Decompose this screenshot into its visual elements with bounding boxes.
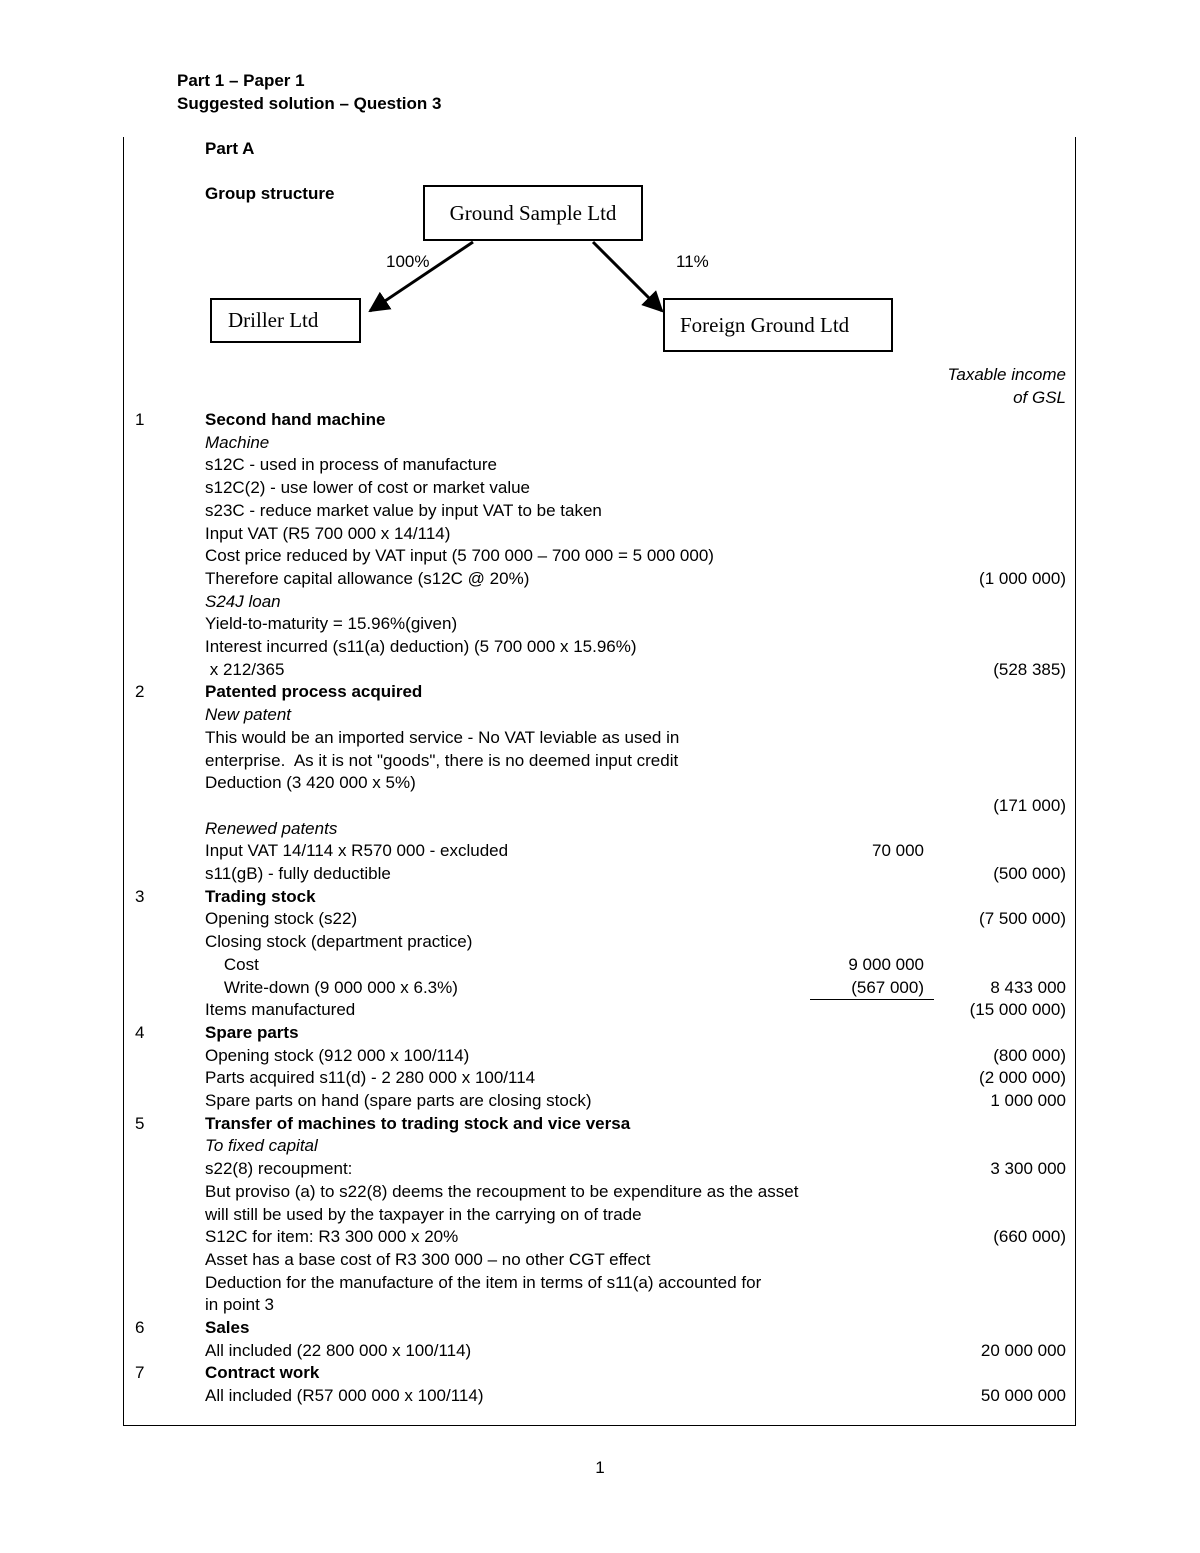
parent-company-name: Ground Sample Ltd xyxy=(449,200,617,225)
sub-heading: S24J loan xyxy=(205,591,281,611)
line-text: Spare parts on hand (spare parts are closing stock) xyxy=(205,1091,592,1110)
line-text: This would be an imported service - No VAT leviable as used in xyxy=(205,727,680,747)
taxable-income-amount: 20 000 000 xyxy=(980,1340,1066,1360)
item-number: 5 xyxy=(135,1113,145,1133)
line-text: Deduction for the manufacture of the item in terms of s11(a) accounted for xyxy=(205,1272,762,1292)
taxable-income-amount: 50 000 000 xyxy=(980,1386,1066,1406)
section-heading: Trading stock xyxy=(205,886,316,906)
foreign-ground-box xyxy=(663,298,893,352)
sub-heading: To fixed capital xyxy=(205,1136,318,1156)
line-text: Deduction (3 420 000 x 5%) xyxy=(205,773,416,793)
part-title: Part A xyxy=(205,139,255,158)
line-text: Cost xyxy=(205,954,259,974)
page-number: 1 xyxy=(595,1458,605,1477)
taxable-income-amount: 8 433 000 xyxy=(990,977,1066,997)
line-text: enterprise. As it is not "goods", there is no deemed input credit xyxy=(205,750,679,770)
taxable-income-amount: (7 500 000) xyxy=(979,909,1066,929)
foreign-ground-name: Foreign Ground Ltd xyxy=(680,312,850,337)
line-text: All included (R57 000 000 x 100/114) xyxy=(205,1386,484,1406)
line-text: Write-down (9 000 000 x 6.3%) xyxy=(205,977,458,997)
line-text: Yield-to-maturity = 15.96%(given) xyxy=(205,614,458,634)
line-text: All included (22 800 000 x 100/114) xyxy=(205,1340,472,1360)
item-number: 6 xyxy=(135,1318,145,1337)
line-text: Cost price reduced by VAT input (5 700 000 – 700 000 = 5 000 000) xyxy=(205,546,714,566)
section-heading: Sales xyxy=(205,1318,250,1337)
subtotal-amount: 9 000 000 xyxy=(848,954,924,974)
item-number: 1 xyxy=(135,410,145,429)
line-text: will still be used by the taxpayer in the carrying on of trade xyxy=(205,1204,642,1224)
parent-company-box xyxy=(423,185,643,241)
sub-heading: Machine xyxy=(205,432,270,452)
line-text: Interest incurred (s11(a) deduction) (5 700 000 x 15.96%) xyxy=(205,637,637,656)
line-text: Opening stock (912 000 x 100/114) xyxy=(205,1045,470,1065)
line-text: Items manufactured xyxy=(205,1000,356,1020)
section-heading: Spare parts xyxy=(205,1022,299,1042)
taxable-income-amount: 1 000 000 xyxy=(990,1091,1066,1110)
line-text: Input VAT 14/114 x R570 000 - excluded xyxy=(205,841,509,861)
line-text: Closing stock (department practice) xyxy=(205,932,473,952)
line-text: in point 3 xyxy=(205,1295,274,1315)
item-number: 3 xyxy=(135,886,145,906)
arrow-to-foreign-ground xyxy=(593,242,662,311)
line-text: Opening stock (s22) xyxy=(205,909,358,929)
section-heading: Patented process acquired xyxy=(205,682,423,702)
section-heading: Second hand machine xyxy=(205,410,386,429)
line-text: x 212/365 xyxy=(205,659,285,679)
subtotal-amount: (567 000) xyxy=(810,977,934,1000)
column-header-line-1: Taxable income xyxy=(947,365,1066,384)
line-text: Parts acquired s11(d) - 2 280 000 x 100/114 xyxy=(205,1068,536,1088)
taxable-income-amount: (15 000 000) xyxy=(969,1000,1066,1020)
driller-box xyxy=(210,298,361,343)
line-text: s12C - used in process of manufacture xyxy=(205,455,497,475)
header-line-2: Suggested solution – Question 3 xyxy=(177,94,442,113)
section-heading: Transfer of machines to trading stock and vice versa xyxy=(205,1113,631,1133)
taxable-income-amount: (500 000) xyxy=(993,864,1066,883)
line-text: s22(8) recoupment: xyxy=(205,1159,353,1179)
group-structure-label: Group structure xyxy=(205,184,335,203)
item-number: 7 xyxy=(135,1363,145,1383)
subtotal-amount: 70 000 xyxy=(872,841,924,861)
line-text: Asset has a base cost of R3 300 000 – no other CGT effect xyxy=(205,1249,651,1269)
taxable-income-amount: (800 000) xyxy=(993,1045,1066,1065)
line-text: S12C for item: R3 300 000 x 20% xyxy=(205,1227,459,1247)
line-text: s12C(2) - use lower of cost or market value xyxy=(205,478,531,498)
sub-heading: Renewed patents xyxy=(205,818,338,838)
section-heading: Contract work xyxy=(205,1363,320,1383)
pct-driller: 100% xyxy=(386,252,430,271)
taxable-income-amount: (171 000) xyxy=(993,795,1066,815)
line-text: s23C - reduce market value by input VAT to be taken xyxy=(205,500,602,520)
line-text: s11(gB) - fully deductible xyxy=(205,864,391,883)
taxable-income-amount: 3 300 000 xyxy=(990,1159,1066,1179)
pct-foreign-ground: 11% xyxy=(676,252,709,271)
driller-name: Driller Ltd xyxy=(228,308,319,332)
taxable-income-amount: (660 000) xyxy=(993,1227,1066,1247)
line-text: Input VAT (R5 700 000 x 14/114) xyxy=(205,523,451,543)
line-text: But proviso (a) to s22(8) deems the recoupment to be expenditure as the asset xyxy=(205,1181,799,1201)
taxable-income-amount: (528 385) xyxy=(993,659,1066,679)
item-number: 4 xyxy=(135,1022,145,1042)
item-number: 2 xyxy=(135,682,145,702)
sub-heading: New patent xyxy=(205,705,291,725)
line-text: Therefore capital allowance (s12C @ 20%) xyxy=(205,568,530,588)
taxable-income-amount: (2 000 000) xyxy=(979,1068,1066,1088)
header-line-1: Part 1 – Paper 1 xyxy=(177,71,305,90)
taxable-income-amount: (1 000 000) xyxy=(979,568,1066,588)
column-header-line-2: of GSL xyxy=(1013,388,1066,407)
